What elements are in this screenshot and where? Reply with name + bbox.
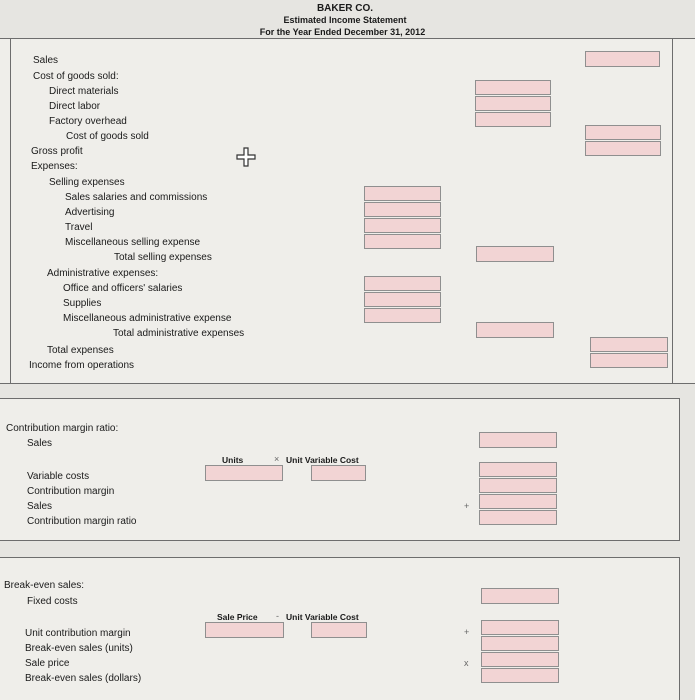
cm-ratio-label: Contribution margin ratio <box>27 516 137 527</box>
panel-bottom-border <box>0 383 695 384</box>
misc-selling-label: Miscellaneous selling expense <box>65 237 201 248</box>
advertising-label: Advertising <box>65 207 115 218</box>
cm-sales2-label: Sales <box>27 501 53 512</box>
cm-result-inputs <box>479 462 557 526</box>
factory-overhead-label: Factory overhead <box>49 116 127 127</box>
cogs-heading: Cost of goods sold: <box>33 71 119 82</box>
cogs-total-label: Cost of goods sold <box>66 131 149 142</box>
sale-price-input[interactable] <box>205 622 284 638</box>
be-units-label: Break-even sales (units) <box>25 643 133 654</box>
contribution-margin-label: Contribution margin <box>27 486 115 497</box>
cm-plus-symbol: + <box>464 501 470 511</box>
be-panel-top-border <box>0 557 680 558</box>
misc-admin-input[interactable] <box>364 308 441 323</box>
be-unit-variable-cost-input[interactable] <box>311 622 367 638</box>
gross-profit-label: Gross profit <box>31 146 83 157</box>
cm-panel-bottom-border <box>0 540 680 541</box>
sales-amount-input[interactable] <box>585 51 660 67</box>
be-heading: Break-even sales: <box>4 580 85 591</box>
direct-labor-input[interactable] <box>475 96 551 111</box>
gross-profit-input[interactable] <box>585 141 661 156</box>
total-admin-input[interactable] <box>476 322 554 338</box>
be-units-input[interactable] <box>481 636 559 651</box>
advertising-input[interactable] <box>364 202 441 217</box>
contribution-margin-input[interactable] <box>479 478 557 493</box>
unit-var-cost-column-header: Unit Variable Cost <box>286 455 359 465</box>
totals-inputs <box>590 337 668 369</box>
travel-input[interactable] <box>364 218 441 233</box>
units-column-header: Units <box>222 455 244 465</box>
total-expenses-label: Total expenses <box>47 345 114 356</box>
unit-cm-label: Unit contribution margin <box>25 628 131 639</box>
sales-label: Sales <box>33 55 59 66</box>
misc-selling-input[interactable] <box>364 234 441 249</box>
sales-salaries-input[interactable] <box>364 186 441 201</box>
statement-period: For the Year Ended December 31, 2012 <box>259 27 426 37</box>
variable-costs-label: Variable costs <box>27 471 90 482</box>
direct-materials-label: Direct materials <box>49 86 119 97</box>
be-result-inputs <box>481 620 559 684</box>
admin-expense-inputs <box>364 276 441 324</box>
cm-panel-right-border <box>679 398 680 540</box>
selling-expenses-heading: Selling expenses <box>49 177 125 188</box>
unit-cm-input[interactable] <box>481 620 559 635</box>
cogs-components-inputs <box>475 80 551 128</box>
be-dollars-input[interactable] <box>481 668 559 683</box>
fixed-costs-label: Fixed costs <box>27 596 78 607</box>
cm-heading: Contribution margin ratio: <box>6 423 119 434</box>
total-selling-input[interactable] <box>476 246 554 262</box>
factory-overhead-input[interactable] <box>475 112 551 127</box>
cm-sales2-input[interactable] <box>479 494 557 509</box>
misc-admin-label: Miscellaneous administrative expense <box>63 313 232 324</box>
minus-symbol: - <box>276 611 279 621</box>
cm-panel-top-border <box>0 398 680 399</box>
header-divider <box>0 38 695 39</box>
move-cursor-icon <box>236 147 256 167</box>
income-ops-label: Income from operations <box>29 360 135 371</box>
sale-price-row-label: Sale price <box>25 658 70 669</box>
total-selling-label: Total selling expenses <box>114 252 212 263</box>
statement-title: Estimated Income Statement <box>283 15 407 25</box>
variable-costs-input[interactable] <box>479 462 557 477</box>
be-dollars-label: Break-even sales (dollars) <box>25 673 142 684</box>
times-symbol: × <box>274 454 280 464</box>
direct-materials-input[interactable] <box>475 80 551 95</box>
units-input[interactable] <box>205 465 283 481</box>
cogs-total-input[interactable] <box>585 125 661 140</box>
direct-labor-label: Direct labor <box>49 101 101 112</box>
be-sale-price-input[interactable] <box>481 652 559 667</box>
supplies-input[interactable] <box>364 292 441 307</box>
expenses-heading: Expenses: <box>31 161 78 172</box>
total-admin-label: Total administrative expenses <box>113 328 245 339</box>
cm-sales-label: Sales <box>27 438 53 449</box>
income-ops-input[interactable] <box>590 353 668 368</box>
panel-right-border <box>672 38 673 383</box>
fixed-costs-input[interactable] <box>481 588 559 604</box>
unit-variable-cost-input[interactable] <box>311 465 366 481</box>
be-times-symbol: x <box>464 658 469 668</box>
admin-expenses-heading: Administrative expenses: <box>47 268 159 279</box>
office-salaries-label: Office and officers' salaries <box>63 283 183 294</box>
total-expenses-input[interactable] <box>590 337 668 352</box>
travel-label: Travel <box>65 222 93 233</box>
office-salaries-input[interactable] <box>364 276 441 291</box>
cm-ratio-input[interactable] <box>479 510 557 525</box>
sale-price-column-header: Sale Price <box>217 612 258 622</box>
cm-sales-input[interactable] <box>479 432 557 448</box>
supplies-label: Supplies <box>63 298 102 309</box>
be-panel-right-border <box>679 557 680 700</box>
cogs-gross-inputs <box>585 125 661 157</box>
be-unit-var-cost-column-header: Unit Variable Cost <box>286 612 359 622</box>
company-name: BAKER CO. <box>316 3 374 14</box>
selling-expense-inputs <box>364 186 441 250</box>
panel-left-border <box>10 38 11 383</box>
be-plus-symbol: + <box>464 627 470 637</box>
sales-salaries-label: Sales salaries and commissions <box>65 192 208 203</box>
